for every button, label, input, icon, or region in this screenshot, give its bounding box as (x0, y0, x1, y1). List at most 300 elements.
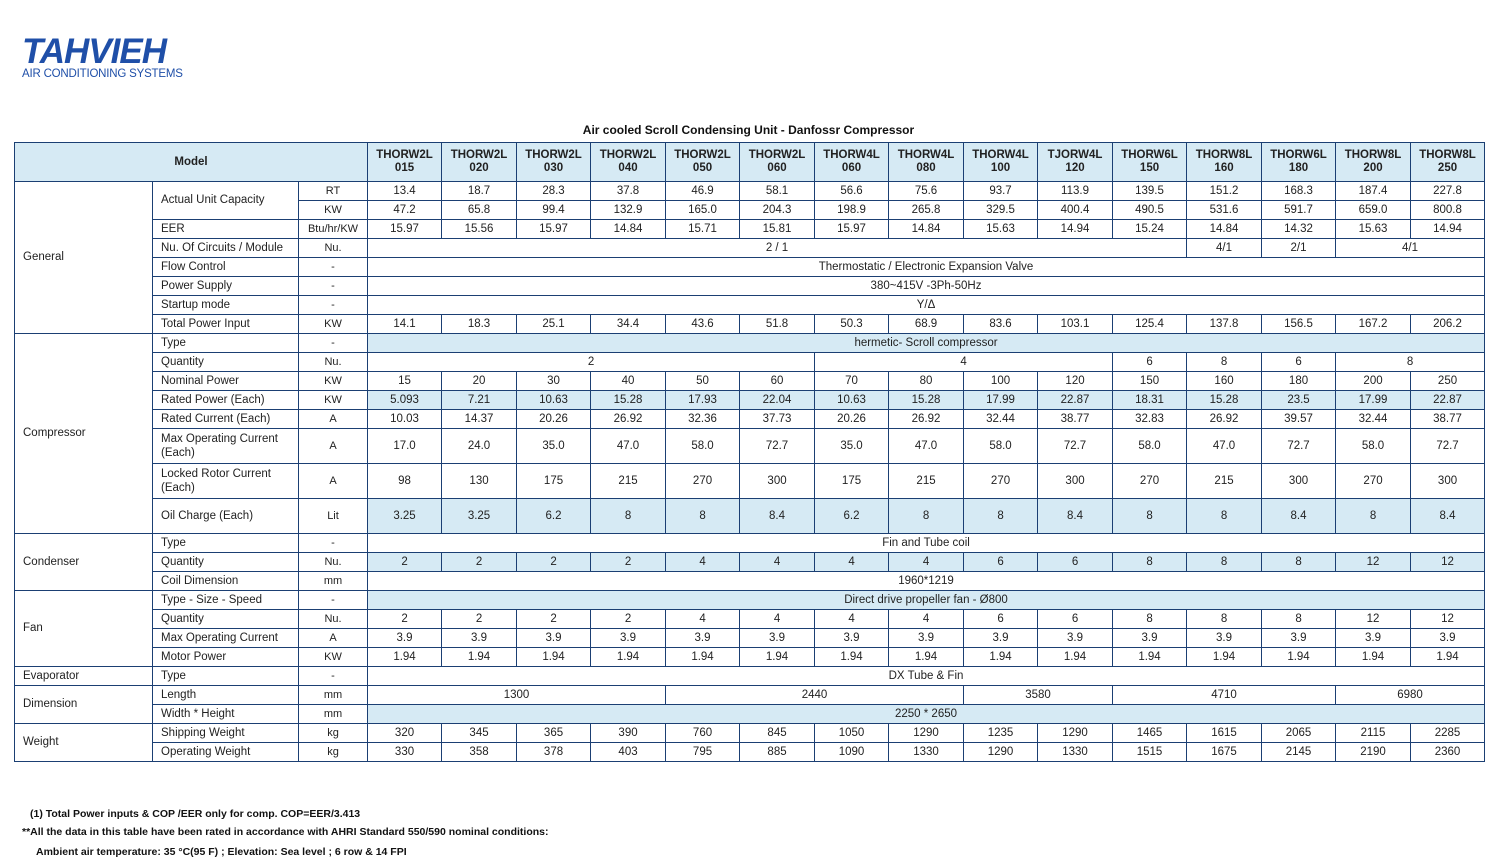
merged-value-cell: 8 (1187, 353, 1262, 372)
parameter-label: Operating Weight (153, 743, 299, 762)
value-cell: 20.26 (517, 410, 591, 429)
value-cell: 3.9 (964, 629, 1038, 648)
parameter-label: Total Power Input (153, 315, 299, 334)
value-cell: 15.28 (591, 391, 666, 410)
value-cell: 14.37 (442, 410, 517, 429)
value-cell: 10.03 (368, 410, 442, 429)
parameter-label: Shipping Weight (153, 724, 299, 743)
model-header-cell (889, 143, 964, 182)
value-cell: 39.57 (1262, 410, 1336, 429)
model-size: 015 (394, 162, 415, 174)
value-cell: 4 (889, 553, 964, 572)
value-cell: 206.2 (1411, 315, 1485, 334)
value-cell: 215 (889, 464, 964, 499)
value-cell: 28.3 (517, 182, 591, 201)
value-cell: 22.87 (1038, 391, 1113, 410)
merged-value-cell: Y/Δ (368, 296, 1485, 315)
value-cell: 32.36 (666, 410, 740, 429)
model-header-cell (442, 143, 517, 182)
value-cell: 47.0 (889, 429, 964, 464)
value-cell: 15.24 (1113, 220, 1187, 239)
parameter-label: Quantity (153, 553, 299, 572)
value-cell: 2285 (1411, 724, 1485, 743)
value-cell: 1235 (964, 724, 1038, 743)
value-cell: 113.9 (1038, 182, 1113, 201)
merged-value-cell: Fin and Tube coil (368, 534, 1485, 553)
unit-cell: A (299, 410, 368, 429)
table-row (15, 743, 1485, 762)
parameter-label: Max Operating Current (Each) (153, 429, 299, 464)
group-label: Weight (15, 724, 153, 762)
value-cell: 8 (1187, 499, 1262, 534)
value-cell: 1330 (1038, 743, 1113, 762)
value-cell: 151.2 (1187, 182, 1262, 201)
value-cell: 47.0 (591, 429, 666, 464)
value-cell: 8.4 (1262, 499, 1336, 534)
table-row (15, 553, 1485, 572)
value-cell: 5.093 (368, 391, 442, 410)
value-cell: 1.94 (442, 648, 517, 667)
value-cell: 12 (1411, 553, 1485, 572)
spec-table-body (15, 143, 1485, 762)
value-cell: 800.8 (1411, 201, 1485, 220)
value-cell: 1465 (1113, 724, 1187, 743)
merged-value-cell: 4 (815, 353, 1113, 372)
value-cell: 2 (368, 610, 442, 629)
value-cell: 8 (1262, 553, 1336, 572)
table-row (15, 182, 1485, 201)
value-cell: 6.2 (517, 499, 591, 534)
merged-value-cell: 4/1 (1336, 239, 1485, 258)
model-series: THORW2L (376, 149, 433, 161)
value-cell: 1.94 (1038, 648, 1113, 667)
value-cell: 4 (666, 610, 740, 629)
value-cell: 300 (1262, 464, 1336, 499)
value-cell: 490.5 (1113, 201, 1187, 220)
value-cell: 93.7 (964, 182, 1038, 201)
logo-wordmark: TAHVIEH (22, 32, 167, 71)
merged-value-cell: 8 (1336, 353, 1485, 372)
value-cell: 8 (889, 499, 964, 534)
value-cell: 760 (666, 724, 740, 743)
value-cell: 1330 (889, 743, 964, 762)
parameter-label: Type (153, 534, 299, 553)
model-size: 250 (1437, 162, 1458, 174)
value-cell: 75.6 (889, 182, 964, 201)
value-cell: 3.9 (1113, 629, 1187, 648)
value-cell: 1.94 (1262, 648, 1336, 667)
value-cell: 6.2 (815, 499, 889, 534)
value-cell: 43.6 (666, 315, 740, 334)
value-cell: 1615 (1187, 724, 1262, 743)
model-series: THORW4L (972, 149, 1029, 161)
group-label: General (15, 182, 153, 334)
unit-cell: kg (299, 724, 368, 743)
value-cell: 14.94 (1411, 220, 1485, 239)
value-cell: 400.4 (1038, 201, 1113, 220)
model-series: THORW4L (823, 149, 880, 161)
parameter-label: Max Operating Current (153, 629, 299, 648)
value-cell: 1050 (815, 724, 889, 743)
value-cell: 270 (1113, 464, 1187, 499)
value-cell: 3.9 (1038, 629, 1113, 648)
unit-cell: kg (299, 743, 368, 762)
model-series: THORW2L (748, 149, 806, 161)
value-cell: 139.5 (1113, 182, 1187, 201)
value-cell: 17.0 (368, 429, 442, 464)
merged-value-cell: 2/1 (1262, 239, 1336, 258)
value-cell: 4 (815, 553, 889, 572)
value-cell: 8 (1113, 499, 1187, 534)
value-cell: 1.94 (591, 648, 666, 667)
value-cell: 15.63 (1336, 220, 1411, 239)
unit-cell: Nu. (299, 353, 368, 372)
value-cell: 38.77 (1038, 410, 1113, 429)
value-cell: 168.3 (1262, 182, 1336, 201)
unit-cell: Btu/hr/KW (299, 220, 368, 239)
table-row (15, 667, 1485, 686)
table-row (15, 705, 1485, 724)
parameter-label: Width * Height (153, 705, 299, 724)
unit-cell: KW (299, 648, 368, 667)
model-label: Model (15, 143, 368, 182)
unit-cell: KW (299, 201, 368, 220)
unit-cell: - (299, 277, 368, 296)
value-cell: 2 (517, 553, 591, 572)
parameter-label: Oil Charge (Each) (153, 499, 299, 534)
value-cell: 3.9 (1336, 629, 1411, 648)
value-cell: 98 (368, 464, 442, 499)
value-cell: 14.32 (1262, 220, 1336, 239)
value-cell: 25.1 (517, 315, 591, 334)
group-label: Condenser (15, 534, 153, 591)
table-row (15, 429, 1485, 464)
value-cell: 3.9 (815, 629, 889, 648)
model-series: THORW8L (1195, 149, 1253, 161)
parameter-label: Power Supply (153, 277, 299, 296)
value-cell: 215 (1187, 464, 1262, 499)
parameter-label: Locked Rotor Current (Each) (153, 464, 299, 499)
value-cell: 37.8 (591, 182, 666, 201)
value-cell: 14.84 (1187, 220, 1262, 239)
value-cell: 58.0 (1113, 429, 1187, 464)
merged-value-cell: 2 / 1 (368, 239, 1187, 258)
table-row (15, 572, 1485, 591)
merged-value-cell: 2250 * 2650 (368, 705, 1485, 724)
value-cell: 20 (442, 372, 517, 391)
value-cell: 8 (1113, 553, 1187, 572)
merged-value-cell: 6 (1113, 353, 1187, 372)
parameter-label: Length (153, 686, 299, 705)
value-cell: 300 (740, 464, 815, 499)
value-cell: 403 (591, 743, 666, 762)
value-cell: 329.5 (964, 201, 1038, 220)
value-cell: 531.6 (1187, 201, 1262, 220)
value-cell: 3.25 (368, 499, 442, 534)
model-header-cell (1113, 143, 1187, 182)
value-cell: 3.25 (442, 499, 517, 534)
value-cell: 227.8 (1411, 182, 1485, 201)
value-cell: 8 (1187, 610, 1262, 629)
table-row (15, 277, 1485, 296)
value-cell: 72.7 (740, 429, 815, 464)
value-cell: 795 (666, 743, 740, 762)
value-cell: 1.94 (815, 648, 889, 667)
value-cell: 83.6 (964, 315, 1038, 334)
parameter-label: Motor Power (153, 648, 299, 667)
value-cell: 300 (1411, 464, 1485, 499)
merged-value-cell: DX Tube & Fin (368, 667, 1485, 686)
value-cell: 6 (1038, 610, 1113, 629)
value-cell: 15 (368, 372, 442, 391)
table-row (15, 220, 1485, 239)
table-row (15, 534, 1485, 553)
value-cell: 58.0 (666, 429, 740, 464)
model-size: 050 (692, 162, 713, 174)
value-cell: 3.9 (666, 629, 740, 648)
value-cell: 6 (1038, 553, 1113, 572)
unit-cell: A (299, 629, 368, 648)
value-cell: 15.28 (1187, 391, 1262, 410)
parameter-label: Actual Unit Capacity (153, 182, 299, 220)
value-cell: 22.87 (1411, 391, 1485, 410)
model-header-cell (1187, 143, 1262, 182)
value-cell: 845 (740, 724, 815, 743)
value-cell: 26.92 (889, 410, 964, 429)
value-cell: 3.9 (1187, 629, 1262, 648)
table-row (15, 239, 1485, 258)
table-row (15, 391, 1485, 410)
model-header-cell (740, 143, 815, 182)
parameter-label: Nominal Power (153, 372, 299, 391)
parameter-label: Startup mode (153, 296, 299, 315)
value-cell: 8.4 (740, 499, 815, 534)
value-cell: 22.04 (740, 391, 815, 410)
model-size: 150 (1139, 162, 1160, 174)
value-cell: 180 (1262, 372, 1336, 391)
model-header-cell (1336, 143, 1411, 182)
value-cell: 2360 (1411, 743, 1485, 762)
model-size: 060 (767, 162, 787, 174)
value-cell: 46.9 (666, 182, 740, 201)
model-header-cell (1411, 143, 1485, 182)
value-cell: 175 (517, 464, 591, 499)
merged-value-cell: 380~415V -3Ph-50Hz (368, 277, 1485, 296)
value-cell: 2065 (1262, 724, 1336, 743)
value-cell: 58.0 (964, 429, 1038, 464)
value-cell: 51.8 (740, 315, 815, 334)
value-cell: 34.4 (591, 315, 666, 334)
logo-tagline: AIR CONDITIONING SYSTEMS (22, 68, 183, 80)
model-series: THORW2L (674, 149, 731, 161)
group-label: Dimension (15, 686, 153, 724)
parameter-label: Quantity (153, 610, 299, 629)
value-cell: 1.94 (1187, 648, 1262, 667)
value-cell: 24.0 (442, 429, 517, 464)
company-logo (22, 32, 183, 81)
value-cell: 330 (368, 743, 442, 762)
value-cell: 270 (1336, 464, 1411, 499)
value-cell: 2 (591, 610, 666, 629)
value-cell: 2 (442, 610, 517, 629)
value-cell: 20.26 (815, 410, 889, 429)
value-cell: 390 (591, 724, 666, 743)
table-row (15, 610, 1485, 629)
model-size: 080 (916, 162, 936, 174)
value-cell: 50.3 (815, 315, 889, 334)
parameter-label: Flow Control (153, 258, 299, 277)
model-header-cell (815, 143, 889, 182)
value-cell: 8 (666, 499, 740, 534)
unit-cell: - (299, 591, 368, 610)
value-cell: 2 (591, 553, 666, 572)
unit-cell: - (299, 667, 368, 686)
value-cell: 80 (889, 372, 964, 391)
value-cell: 3.9 (889, 629, 964, 648)
value-cell: 6 (964, 553, 1038, 572)
unit-cell: mm (299, 686, 368, 705)
value-cell: 198.9 (815, 201, 889, 220)
value-cell: 8 (1336, 499, 1411, 534)
table-row (15, 648, 1485, 667)
parameter-label: Rated Power (Each) (153, 391, 299, 410)
value-cell: 38.77 (1411, 410, 1485, 429)
model-header-row (15, 143, 1485, 182)
value-cell: 270 (964, 464, 1038, 499)
value-cell: 12 (1411, 610, 1485, 629)
value-cell: 50 (666, 372, 740, 391)
value-cell: 2145 (1262, 743, 1336, 762)
model-size: 120 (1065, 162, 1085, 174)
value-cell: 4 (740, 610, 815, 629)
unit-cell: RT (299, 182, 368, 201)
value-cell: 132.9 (591, 201, 666, 220)
value-cell: 1290 (1038, 724, 1113, 743)
value-cell: 15.97 (815, 220, 889, 239)
merged-value-cell: hermetic- Scroll compressor (368, 334, 1485, 353)
value-cell: 15.71 (666, 220, 740, 239)
model-series: THORW2L (450, 149, 508, 161)
table-row (15, 724, 1485, 743)
unit-cell: A (299, 464, 368, 499)
parameter-label: Type (153, 334, 299, 353)
value-cell: 3.9 (517, 629, 591, 648)
model-size: 100 (990, 162, 1011, 174)
value-cell: 270 (666, 464, 740, 499)
value-cell: 130 (442, 464, 517, 499)
unit-cell: Nu. (299, 553, 368, 572)
value-cell: 1.94 (1113, 648, 1187, 667)
value-cell: 250 (1411, 372, 1485, 391)
table-row (15, 499, 1485, 534)
unit-cell: Lit (299, 499, 368, 534)
value-cell: 100 (964, 372, 1038, 391)
parameter-label: Quantity (153, 353, 299, 372)
parameter-label: Type (153, 667, 299, 686)
value-cell: 2 (517, 610, 591, 629)
value-cell: 14.84 (591, 220, 666, 239)
table-row (15, 296, 1485, 315)
unit-cell: - (299, 296, 368, 315)
spec-table (14, 142, 1485, 762)
unit-cell: - (299, 334, 368, 353)
value-cell: 1.94 (1336, 648, 1411, 667)
model-header-cell (964, 143, 1038, 182)
value-cell: 12 (1336, 553, 1411, 572)
unit-cell: A (299, 429, 368, 464)
merged-value-cell: 6980 (1336, 686, 1485, 705)
value-cell: 15.63 (964, 220, 1038, 239)
footnote-1: (1) Total Power inputs & COP /EER only for comp. COP=EER/3.413 (30, 808, 361, 820)
model-header-cell (368, 143, 442, 182)
value-cell: 30 (517, 372, 591, 391)
footnote-2: **All the data in this table have been rated in accordance with AHRI Standard 550/590 nominal conditions: (22, 826, 549, 838)
unit-cell: Nu. (299, 239, 368, 258)
value-cell: 175 (815, 464, 889, 499)
model-header-cell (1262, 143, 1336, 182)
model-series: THORW6L (1270, 149, 1327, 161)
model-series: THORW4L (897, 149, 955, 161)
unit-cell: - (299, 258, 368, 277)
model-size: 160 (1214, 162, 1234, 174)
value-cell: 4 (740, 553, 815, 572)
merged-value-cell: 4710 (1113, 686, 1336, 705)
value-cell: 1.94 (368, 648, 442, 667)
table-row (15, 372, 1485, 391)
model-size: 200 (1363, 162, 1383, 174)
model-size: 040 (618, 162, 638, 174)
value-cell: 1290 (889, 724, 964, 743)
parameter-label: Type - Size - Speed (153, 591, 299, 610)
value-cell: 70 (815, 372, 889, 391)
table-row (15, 686, 1485, 705)
value-cell: 345 (442, 724, 517, 743)
model-series: TJORW4L (1047, 149, 1103, 161)
unit-cell: KW (299, 372, 368, 391)
value-cell: 18.31 (1113, 391, 1187, 410)
value-cell: 14.94 (1038, 220, 1113, 239)
group-label: Evaporator (15, 667, 153, 686)
value-cell: 1.94 (517, 648, 591, 667)
value-cell: 65.8 (442, 201, 517, 220)
value-cell: 204.3 (740, 201, 815, 220)
table-row (15, 315, 1485, 334)
value-cell: 32.83 (1113, 410, 1187, 429)
value-cell: 3.9 (1262, 629, 1336, 648)
value-cell: 160 (1187, 372, 1262, 391)
model-size: 020 (469, 162, 489, 174)
value-cell: 8 (964, 499, 1038, 534)
merged-value-cell: 2 (368, 353, 815, 372)
value-cell: 8 (1187, 553, 1262, 572)
value-cell: 58.1 (740, 182, 815, 201)
model-series: THORW8L (1344, 149, 1402, 161)
table-row (15, 353, 1485, 372)
value-cell: 167.2 (1336, 315, 1411, 334)
value-cell: 23.5 (1262, 391, 1336, 410)
value-cell: 165.0 (666, 201, 740, 220)
merged-value-cell: 2440 (666, 686, 964, 705)
value-cell: 32.44 (964, 410, 1038, 429)
value-cell: 56.6 (815, 182, 889, 201)
value-cell: 265.8 (889, 201, 964, 220)
value-cell: 3.9 (368, 629, 442, 648)
value-cell: 885 (740, 743, 815, 762)
value-cell: 72.7 (1411, 429, 1485, 464)
value-cell: 15.97 (517, 220, 591, 239)
value-cell: 1.94 (889, 648, 964, 667)
table-row (15, 591, 1485, 610)
